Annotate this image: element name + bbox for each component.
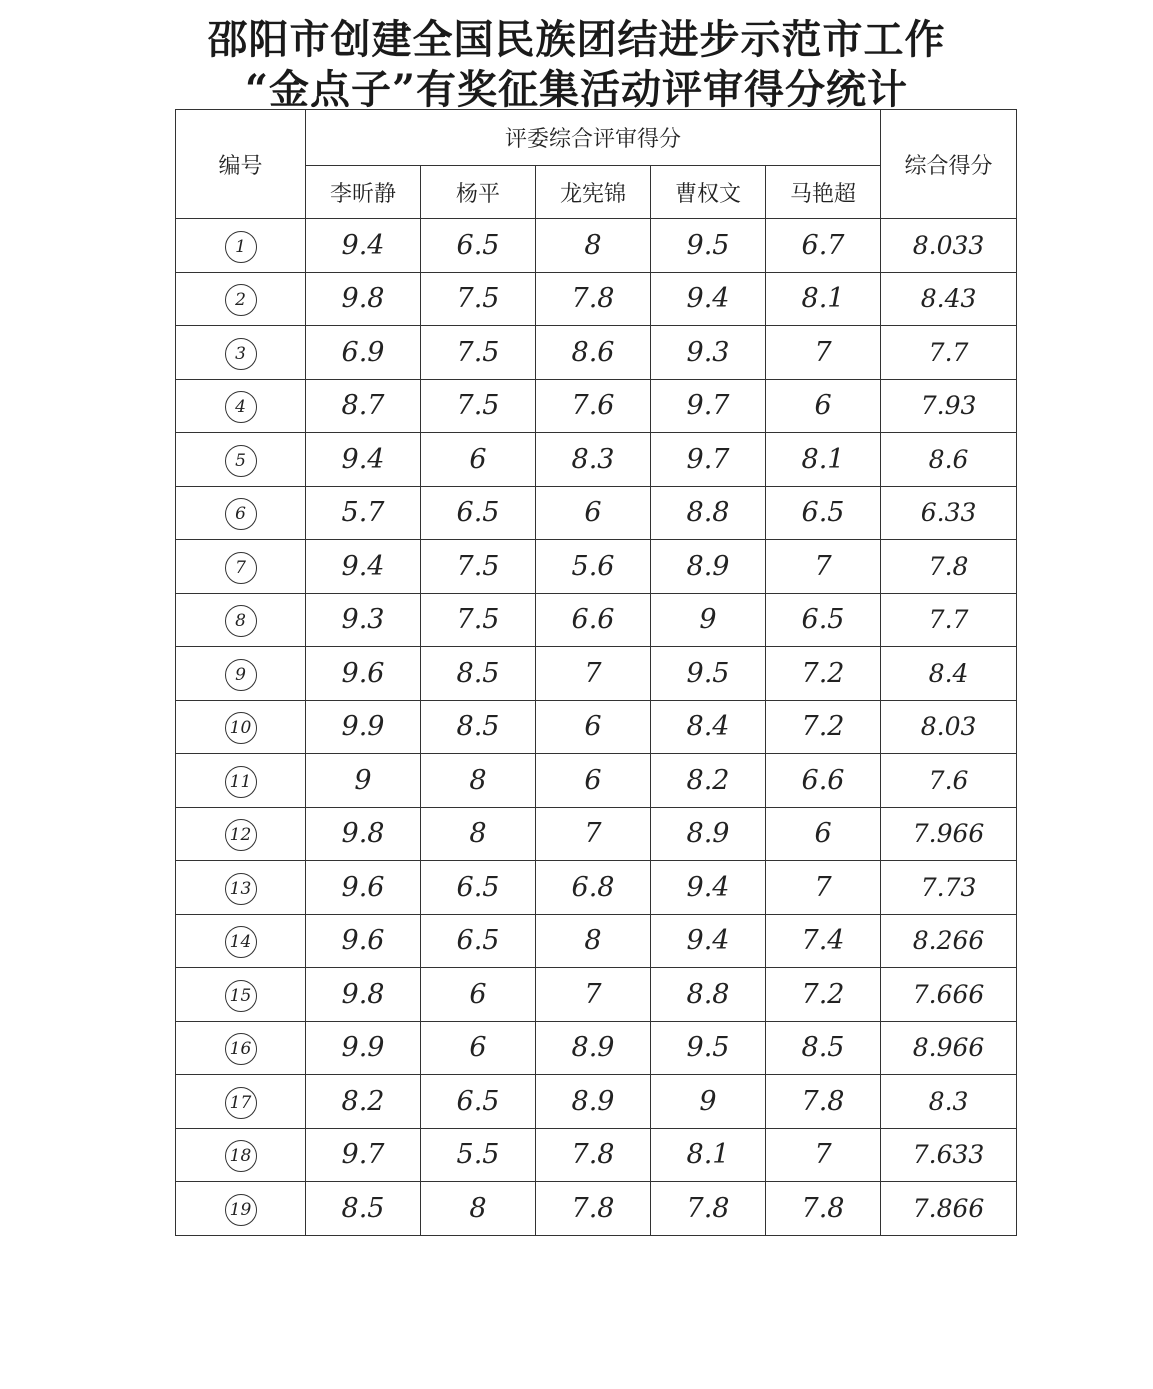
total-score-cell: 7.6 [881, 754, 1017, 808]
judge-score-cell: 8.3 [536, 433, 651, 487]
total-score-cell: 7.73 [881, 861, 1017, 915]
judge-score-cell: 7.6 [536, 379, 651, 433]
judge-score-cell: 6.5 [766, 486, 881, 540]
judge-score-cell: 6.5 [421, 1075, 536, 1129]
entry-number-cell [176, 968, 306, 1022]
judge-score-cell: 8.1 [651, 1128, 766, 1182]
judge-score-cell: 6 [536, 486, 651, 540]
judge-score-cell: 7 [536, 807, 651, 861]
judge-score-cell: 8.2 [651, 754, 766, 808]
judge-header: 马艳超 [766, 166, 881, 219]
total-score-cell: 8.03 [881, 700, 1017, 754]
entry-number: 9 [225, 659, 257, 691]
judge-header: 杨平 [421, 166, 536, 219]
entry-number: 19 [225, 1194, 257, 1226]
judge-score-cell: 6.5 [766, 593, 881, 647]
entry-number-cell [176, 1021, 306, 1075]
judge-score-cell: 9 [306, 754, 421, 808]
judge-score-cell: 9.5 [651, 219, 766, 273]
judge-score-cell: 7.8 [651, 1182, 766, 1236]
entry-number: 4 [225, 391, 257, 423]
judge-score-cell: 7.4 [766, 914, 881, 968]
entry-number: 15 [225, 980, 257, 1012]
total-score-cell: 7.866 [881, 1182, 1017, 1236]
judge-score-cell: 8.4 [651, 700, 766, 754]
judge-score-cell: 8.8 [651, 968, 766, 1022]
judge-score-cell: 9.7 [651, 433, 766, 487]
judge-score-cell: 7.5 [421, 272, 536, 326]
entry-number-cell [176, 1075, 306, 1129]
entry-number-cell [176, 1182, 306, 1236]
judge-score-cell: 8.5 [421, 647, 536, 701]
judge-score-cell: 7.2 [766, 700, 881, 754]
judge-score-cell: 9.9 [306, 1021, 421, 1075]
judge-score-cell: 8.9 [536, 1075, 651, 1129]
judge-score-cell: 6.7 [766, 219, 881, 273]
entry-number: 17 [225, 1087, 257, 1119]
total-score-cell: 7.666 [881, 968, 1017, 1022]
table-row [176, 1021, 1017, 1075]
table-row [176, 1182, 1017, 1236]
table-row [176, 700, 1017, 754]
entry-number-cell [176, 861, 306, 915]
entry-number-cell [176, 593, 306, 647]
entry-number: 11 [225, 766, 257, 798]
total-score-cell: 8.033 [881, 219, 1017, 273]
table-row [176, 219, 1017, 273]
judge-score-cell: 7 [766, 540, 881, 594]
judge-score-cell: 9.4 [306, 433, 421, 487]
judge-header: 李昕静 [306, 166, 421, 219]
judge-score-cell: 6 [421, 1021, 536, 1075]
entry-number-cell [176, 433, 306, 487]
judge-score-cell: 7.2 [766, 647, 881, 701]
judge-score-cell: 9.7 [306, 1128, 421, 1182]
judge-score-cell: 8 [421, 807, 536, 861]
table-row [176, 272, 1017, 326]
judge-score-cell: 7.2 [766, 968, 881, 1022]
table-row [176, 968, 1017, 1022]
judge-score-cell: 8 [421, 754, 536, 808]
judge-score-cell: 9.9 [306, 700, 421, 754]
judge-score-cell: 9 [651, 1075, 766, 1129]
judge-score-cell: 9.4 [651, 861, 766, 915]
total-score-cell: 8.4 [881, 647, 1017, 701]
judge-score-cell: 9.3 [651, 326, 766, 380]
total-score-cell: 8.266 [881, 914, 1017, 968]
judge-score-cell: 6.5 [421, 861, 536, 915]
entry-number: 12 [225, 819, 257, 851]
judge-score-cell: 7.5 [421, 593, 536, 647]
judge-score-cell: 6 [421, 433, 536, 487]
entry-number: 18 [225, 1140, 257, 1172]
table-row [176, 379, 1017, 433]
document-title-line-2: “金点子”有奖征集活动评审得分统计 [244, 66, 908, 113]
entry-number-cell [176, 647, 306, 701]
table-row [176, 326, 1017, 380]
judge-score-cell: 7 [766, 861, 881, 915]
judge-score-cell: 8.9 [651, 807, 766, 861]
judge-score-cell: 7.8 [536, 1182, 651, 1236]
table-row [176, 807, 1017, 861]
entry-number-cell [176, 486, 306, 540]
table-row [176, 754, 1017, 808]
judge-score-cell: 8.1 [766, 433, 881, 487]
judge-score-cell: 8.8 [651, 486, 766, 540]
number-header: 编号 [176, 110, 306, 219]
entry-number: 6 [225, 498, 257, 530]
total-score-cell: 7.7 [881, 326, 1017, 380]
judge-score-cell: 8.6 [536, 326, 651, 380]
judge-score-cell: 7.8 [536, 1128, 651, 1182]
entry-number-cell [176, 219, 306, 273]
judge-score-cell: 5.6 [536, 540, 651, 594]
judge-score-cell: 8.9 [651, 540, 766, 594]
judge-score-cell: 6 [421, 968, 536, 1022]
entry-number-cell [176, 272, 306, 326]
judge-score-cell: 8.5 [766, 1021, 881, 1075]
table-row [176, 861, 1017, 915]
entry-number: 13 [225, 873, 257, 905]
judge-score-cell: 6.5 [421, 219, 536, 273]
judge-score-cell: 8.9 [536, 1021, 651, 1075]
entry-number-cell [176, 807, 306, 861]
total-score-cell: 7.8 [881, 540, 1017, 594]
entry-number: 2 [225, 284, 257, 316]
judge-score-cell: 6.6 [536, 593, 651, 647]
judges-group-header: 评委综合评审得分 [306, 110, 881, 166]
judge-score-cell: 6.8 [536, 861, 651, 915]
entry-number-cell [176, 1128, 306, 1182]
judge-score-cell: 8 [536, 914, 651, 968]
judge-score-cell: 7 [766, 1128, 881, 1182]
judge-score-cell: 9.8 [306, 968, 421, 1022]
judge-score-cell: 7.8 [766, 1182, 881, 1236]
judge-score-cell: 9.5 [651, 647, 766, 701]
judge-score-cell: 9.6 [306, 861, 421, 915]
judge-score-cell: 9.6 [306, 647, 421, 701]
total-score-cell: 7.93 [881, 379, 1017, 433]
judge-score-cell: 9.4 [306, 540, 421, 594]
table-row [176, 433, 1017, 487]
entry-number-cell [176, 914, 306, 968]
judge-score-cell: 9.7 [651, 379, 766, 433]
entry-number: 3 [225, 338, 257, 370]
judge-score-cell: 6 [536, 754, 651, 808]
judge-score-cell: 7.5 [421, 540, 536, 594]
judge-score-cell: 6 [766, 379, 881, 433]
score-table [175, 109, 1017, 1236]
judge-score-cell: 9.6 [306, 914, 421, 968]
table-row [176, 647, 1017, 701]
entry-number: 16 [225, 1033, 257, 1065]
judge-score-cell: 9.4 [651, 914, 766, 968]
entry-number: 10 [225, 712, 257, 744]
judge-score-cell: 8.1 [766, 272, 881, 326]
table-row [176, 1128, 1017, 1182]
entry-number: 8 [225, 605, 257, 637]
judge-score-cell: 9.8 [306, 807, 421, 861]
entry-number: 7 [225, 552, 257, 584]
judge-score-cell: 7.8 [536, 272, 651, 326]
total-score-cell: 7.633 [881, 1128, 1017, 1182]
judge-score-cell: 9.3 [306, 593, 421, 647]
judge-score-cell: 5.7 [306, 486, 421, 540]
total-score-cell: 8.3 [881, 1075, 1017, 1129]
judge-score-cell: 6.6 [766, 754, 881, 808]
judge-score-cell: 7 [536, 647, 651, 701]
total-score-cell: 7.966 [881, 807, 1017, 861]
judge-score-cell: 7.5 [421, 379, 536, 433]
total-score-cell: 8.6 [881, 433, 1017, 487]
judge-header: 龙宪锦 [536, 166, 651, 219]
judge-score-cell: 7.5 [421, 326, 536, 380]
judge-score-cell: 8.7 [306, 379, 421, 433]
judge-score-cell: 6 [766, 807, 881, 861]
table-row [176, 914, 1017, 968]
entry-number-cell [176, 700, 306, 754]
judge-score-cell: 5.5 [421, 1128, 536, 1182]
total-score-cell: 8.43 [881, 272, 1017, 326]
judge-score-cell: 9.4 [651, 272, 766, 326]
entry-number: 1 [225, 231, 257, 263]
table-row [176, 486, 1017, 540]
total-score-header: 综合得分 [881, 110, 1017, 219]
judge-score-cell: 8 [536, 219, 651, 273]
judge-score-cell: 9.8 [306, 272, 421, 326]
score-table-body [176, 219, 1017, 1236]
judge-score-cell: 9 [651, 593, 766, 647]
judge-header: 曹权文 [651, 166, 766, 219]
judge-score-cell: 8 [421, 1182, 536, 1236]
entry-number-cell [176, 326, 306, 380]
total-score-cell: 6.33 [881, 486, 1017, 540]
document-title-line-1: 邵阳市创建全国民族团结进步示范市工作 [207, 16, 946, 63]
entry-number: 14 [225, 926, 257, 958]
judge-score-cell: 6.5 [421, 914, 536, 968]
judge-score-cell: 6.5 [421, 486, 536, 540]
judge-score-cell: 6.9 [306, 326, 421, 380]
judge-score-cell: 9.4 [306, 219, 421, 273]
entry-number: 5 [225, 445, 257, 477]
entry-number-cell [176, 754, 306, 808]
total-score-cell: 7.7 [881, 593, 1017, 647]
judge-score-cell: 7 [766, 326, 881, 380]
judge-score-cell: 8.5 [421, 700, 536, 754]
entry-number-cell [176, 379, 306, 433]
table-row [176, 1075, 1017, 1129]
judge-score-cell: 7 [536, 968, 651, 1022]
judge-score-cell: 6 [536, 700, 651, 754]
total-score-cell: 8.966 [881, 1021, 1017, 1075]
judge-score-cell: 8.5 [306, 1182, 421, 1236]
table-row [176, 540, 1017, 594]
judge-score-cell: 9.5 [651, 1021, 766, 1075]
judge-score-cell: 8.2 [306, 1075, 421, 1129]
table-row [176, 593, 1017, 647]
entry-number-cell [176, 540, 306, 594]
judge-score-cell: 7.8 [766, 1075, 881, 1129]
